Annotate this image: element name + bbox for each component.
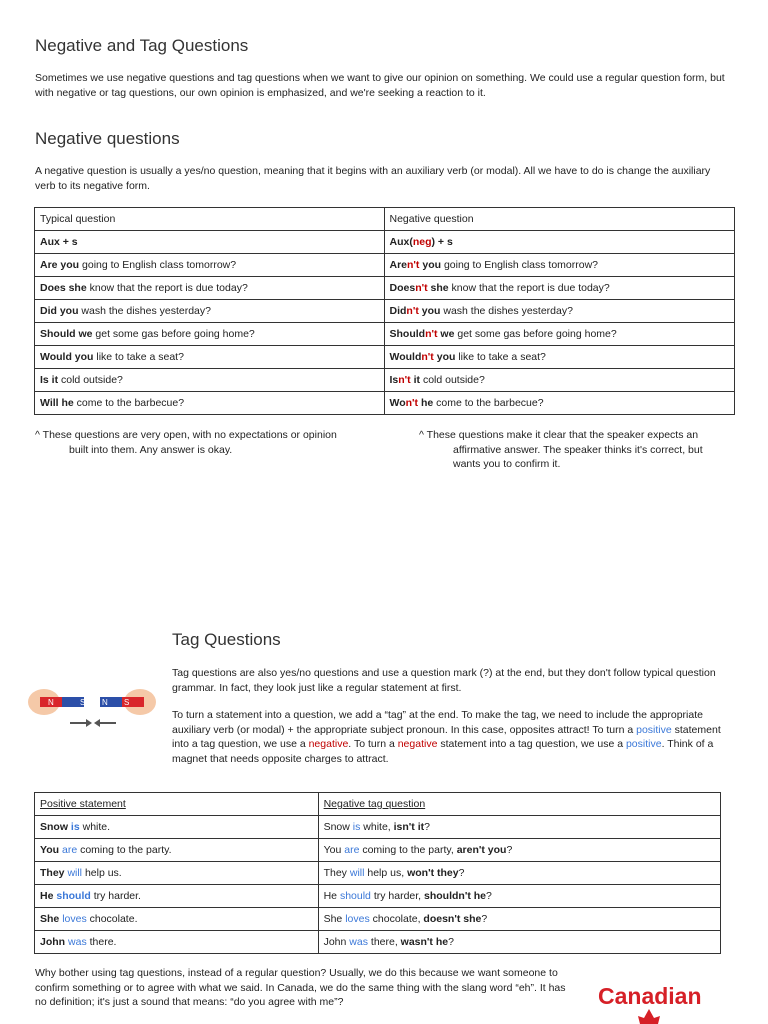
table-header-row bbox=[35, 208, 735, 231]
note-negative: ^ These questions make it clear that the speaker expects an affirmative answer. The speaker thinks it's correct, but wants you to confirm it. bbox=[419, 429, 703, 470]
page-title: Negative and Tag Questions bbox=[35, 36, 249, 55]
table-row: Does she know that the report is due today? Doesn't she know that the report is due today? bbox=[35, 277, 735, 300]
column-header: Typical question bbox=[35, 208, 385, 231]
table-row: Is it cold outside? Isn't it cold outside? bbox=[35, 369, 735, 392]
closing-paragraph: Why bother using tag questions, instead of a regular question? Usually, we do this because we want someone to confirm something or to agree with what we said. In Canada, we do the same thing with the slang word “eh”. It has no definition; it's just a sound that means: “do you agree with me”? bbox=[35, 967, 566, 1008]
table-header-row bbox=[35, 793, 721, 816]
table-row bbox=[35, 231, 735, 254]
tag-paragraph-2: To turn a statement into a question, we add a “tag” at the end. To make the tag, we need to include the appropriate auxiliary verb (or modal) + the appropriate subject pronoun. In this case, opposites attract! To turn a positive statement into a tag question, we use a negative. To turn a negative statement into a tag question, we use a positive. Think of a magnet that needs opposite charges to attract. bbox=[172, 709, 721, 765]
table-row: Are you going to English class tomorrow? Aren't you going to English class tomorrow? bbox=[35, 254, 735, 277]
negative-questions-table bbox=[34, 207, 735, 415]
tag-questions-table bbox=[34, 792, 721, 954]
magnets-hands-illustration bbox=[26, 680, 158, 732]
table-row: John was there. John was there, wasn't he? bbox=[35, 931, 721, 954]
column-header: Negative question bbox=[384, 208, 735, 231]
table-row: Would you like to take a seat? Wouldn't you like to take a seat? bbox=[35, 346, 735, 369]
note-typical: ^ These questions are very open, with no expectations or opinion built into them. Any answer is okay. bbox=[35, 429, 337, 456]
formula: Aux + s bbox=[40, 236, 78, 248]
table-row: You are coming to the party. You are coming to the party, aren't you? bbox=[35, 839, 721, 862]
maple-leaf-icon bbox=[634, 1009, 664, 1024]
svg-text:S: S bbox=[124, 698, 130, 707]
table-row: Will he come to the barbecue? Won't he come to the barbecue? bbox=[35, 392, 735, 415]
tag-questions-heading: Tag Questions bbox=[172, 630, 281, 649]
table-row: He should try harder. He should try harder, shouldn't he? bbox=[35, 885, 721, 908]
svg-text:S: S bbox=[80, 698, 86, 707]
table-row: They will help us. They will help us, won't they? bbox=[35, 862, 721, 885]
table-row: Should we get some gas before going home? Shouldn't we get some gas before going home? bbox=[35, 323, 735, 346]
negative-questions-heading: Negative questions bbox=[35, 129, 180, 148]
tag-paragraph-1: Tag questions are also yes/no questions and use a question mark (?) at the end, but they don't follow typical question grammar. In fact, they look just like a regular statement at first. bbox=[172, 667, 716, 694]
table-row: Did you wash the dishes yesterday? Didn't you wash the dishes yesterday? bbox=[35, 300, 735, 323]
svg-text:N: N bbox=[48, 698, 54, 707]
negative-questions-text: A negative question is usually a yes/no question, meaning that it begins with an auxiliary verb (or modal). All we have to do is change the auxiliary verb to its negative form. bbox=[35, 165, 711, 192]
column-header: Negative tag question bbox=[323, 798, 426, 810]
table-row: She loves chocolate. She loves chocolate, doesn't she? bbox=[35, 908, 721, 931]
formula: Aux(neg) + s bbox=[389, 236, 453, 248]
svg-text:N: N bbox=[102, 698, 108, 707]
canadian-logo: Canadian bbox=[598, 983, 702, 1009]
intro-paragraph: Sometimes we use negative questions and tag questions when we want to give our opinion on something. We could use a regular question form, but with negative or tag questions, our own opinion is emphasized, and we're seeking a reaction to it. bbox=[35, 72, 725, 99]
column-header: Positive statement bbox=[40, 798, 126, 810]
table-row: Snow is white. Snow is white, isn't it? bbox=[35, 816, 721, 839]
